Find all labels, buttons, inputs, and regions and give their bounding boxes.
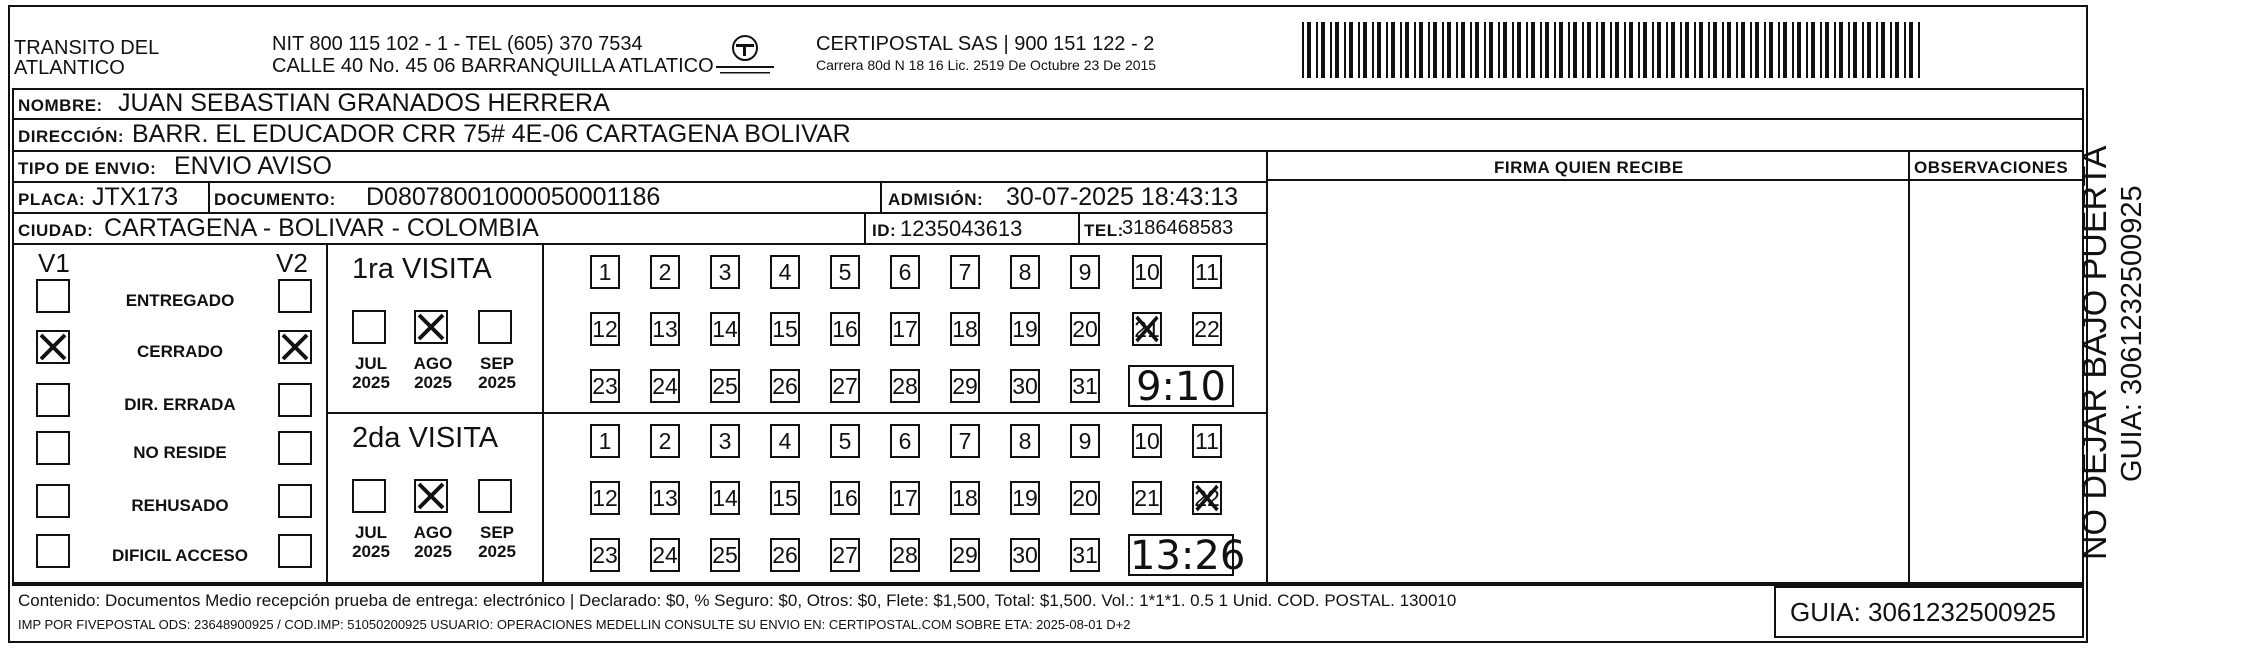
day-number: 30 [1012, 542, 1038, 568]
x-mark [1134, 314, 1160, 344]
side-guia: GUIA: 3061232500925 [2116, 185, 2148, 482]
day-number: 6 [898, 259, 912, 285]
col-line [1908, 150, 1910, 584]
day-box[interactable] [950, 424, 980, 458]
day-box[interactable] [950, 312, 980, 346]
nit-line: NIT 800 115 102 - 1 - TEL (605) 370 7534 [272, 33, 643, 55]
row-line [12, 243, 1266, 245]
day-number: 18 [952, 316, 978, 342]
day-box[interactable] [1192, 481, 1222, 515]
day-box[interactable] [590, 538, 620, 572]
v2-checkbox[interactable] [278, 484, 312, 518]
day-box[interactable] [770, 255, 800, 289]
cell-divider [1078, 212, 1080, 243]
footer-guia: GUIA: 3061232500925 [1790, 597, 2056, 627]
footer-imp: IMP POR FIVEPOSTAL ODS: 23648900925 / COD.IMP: 51050200925 USUARIO: OPERACIONES MEDELLIN CONSULTE SU ENVIO EN: CERTIPOSTAL.COM SOBRE ETA: 2025-08-01 D+2 [18, 617, 1131, 632]
admision-label: ADMISIÓN: [888, 190, 984, 209]
month-checkbox[interactable] [478, 479, 512, 513]
v1-label: V1 [38, 248, 70, 278]
day-box[interactable] [890, 424, 920, 458]
time-box[interactable] [1128, 364, 1234, 410]
day-number: 19 [1012, 316, 1038, 342]
observaciones-header: OBSERVACIONES [1914, 158, 2069, 177]
day-number: 27 [832, 542, 858, 568]
address-line: CALLE 40 No. 45 06 BARRANQUILLA ATLATICO [272, 55, 714, 77]
day-number: 26 [772, 373, 798, 399]
day-box[interactable] [770, 538, 800, 572]
day-box[interactable] [1192, 312, 1222, 346]
day-box[interactable] [1070, 255, 1100, 289]
ciudad-label: CIUDAD: [18, 221, 94, 240]
documento-label: DOCUMENTO: [214, 190, 336, 209]
month-checkbox[interactable] [414, 310, 448, 344]
status-label: DIFICIL ACCESO [111, 546, 248, 565]
day-box[interactable] [650, 424, 680, 458]
day-number: 11 [1195, 259, 1219, 285]
day-number: 14 [712, 316, 738, 342]
day-number: 20 [1072, 485, 1098, 511]
day-box[interactable] [830, 312, 860, 346]
day-box[interactable] [650, 369, 680, 403]
cell-divider [208, 181, 210, 212]
day-number: 29 [952, 373, 978, 399]
day-number: 28 [892, 373, 918, 399]
v1-checkbox[interactable] [36, 534, 70, 568]
day-number: 31 [1072, 542, 1098, 568]
day-number: 3 [718, 428, 732, 454]
day-number: 22 [1194, 485, 1220, 511]
x-mark [416, 312, 446, 342]
day-box[interactable] [770, 312, 800, 346]
day-number: 27 [832, 373, 858, 399]
day-box[interactable] [590, 369, 620, 403]
certipostal-logo [712, 32, 778, 80]
day-box[interactable] [1192, 424, 1222, 458]
day-number: 7 [958, 259, 972, 285]
day-box[interactable] [710, 255, 740, 289]
day-number: 31 [1072, 373, 1098, 399]
nombre-value: JUAN SEBASTIAN GRANADOS HERRERA [118, 89, 610, 117]
status-label: REHUSADO [131, 496, 229, 515]
day-number: 13 [652, 485, 678, 511]
day-box[interactable] [770, 369, 800, 403]
day-number: 24 [652, 542, 678, 568]
status-label: DIR. ERRADA [124, 395, 236, 414]
row-line [326, 412, 1266, 414]
day-box[interactable] [770, 424, 800, 458]
month-year: 2025 [352, 542, 390, 561]
col-line [1266, 150, 1268, 584]
month-label: JUL [354, 523, 388, 542]
day-box[interactable] [1010, 538, 1040, 572]
day-box[interactable] [890, 538, 920, 572]
day-number: 22 [1194, 316, 1220, 342]
v2-checkbox[interactable] [278, 431, 312, 465]
month-label: AGO [413, 354, 453, 373]
day-box[interactable] [1010, 255, 1040, 289]
day-box[interactable] [710, 424, 740, 458]
day-box[interactable] [710, 538, 740, 572]
v2-checkbox[interactable] [278, 330, 312, 364]
day-number: 24 [652, 373, 678, 399]
day-box[interactable] [710, 481, 740, 515]
tipo-value: ENVIO AVISO [174, 152, 332, 180]
day-number: 2 [658, 428, 672, 454]
placa-value: JTX173 [92, 183, 179, 211]
status-label: NO RESIDE [133, 443, 227, 462]
day-number: 10 [1134, 259, 1160, 285]
day-number: 5 [838, 428, 852, 454]
day-number: 25 [712, 373, 738, 399]
day-box[interactable] [590, 424, 620, 458]
day-number: 14 [712, 485, 738, 511]
day-box[interactable] [890, 255, 920, 289]
month-checkbox[interactable] [352, 479, 386, 513]
month-checkbox[interactable] [352, 310, 386, 344]
day-number: 3 [718, 259, 732, 285]
x-mark [280, 332, 310, 362]
day-number: 17 [892, 316, 918, 342]
day-number: 18 [952, 485, 978, 511]
day-box[interactable] [650, 538, 680, 572]
v1-checkbox[interactable] [36, 383, 70, 417]
day-box[interactable] [1132, 481, 1162, 515]
v2-label: V2 [276, 248, 308, 278]
day-number: 8 [1018, 428, 1032, 454]
time-handwritten: 9:10 [1136, 364, 1226, 410]
day-box[interactable] [1070, 538, 1100, 572]
day-box[interactable] [950, 538, 980, 572]
v1-checkbox[interactable] [36, 330, 70, 364]
month-year: 2025 [414, 542, 452, 561]
day-number: 20 [1072, 316, 1098, 342]
day-box[interactable] [950, 369, 980, 403]
month-label: JUL [354, 354, 388, 373]
day-number: 5 [838, 259, 852, 285]
day-box[interactable] [950, 255, 980, 289]
day-box[interactable] [1010, 312, 1040, 346]
x-mark [416, 481, 446, 511]
day-number: 16 [832, 485, 858, 511]
day-box[interactable] [830, 369, 860, 403]
day-box[interactable] [830, 255, 860, 289]
day-number: 6 [898, 428, 912, 454]
ciudad-value: CARTAGENA - BOLIVAR - COLOMBIA [104, 214, 539, 242]
status-label: ENTREGADO [125, 291, 235, 310]
day-box[interactable] [710, 369, 740, 403]
day-box[interactable] [890, 481, 920, 515]
no-dejar-notice: NO DEJAR BAJO PUERTA [2076, 145, 2114, 560]
footer-contenido: Contenido: Documentos Medio recepción prueba de entrega: electrónico | Declarado: $0, % Seguro: $0, Otros: $0, Flete: $1,500, Total: $1,500. Vol.: 1*1*1. 0.5 1 Unid. COD. POSTAL. 130010 [18, 591, 1457, 610]
day-box[interactable] [590, 312, 620, 346]
day-number: 10 [1134, 428, 1160, 454]
day-number: 12 [592, 485, 618, 511]
visit-title: 2da VISITA [352, 422, 499, 454]
month-label: SEP [479, 354, 515, 373]
x-mark [38, 332, 68, 362]
day-box[interactable] [1070, 369, 1100, 403]
admision-value: 30-07-2025 18:43:13 [1006, 183, 1239, 211]
direccion-value: BARR. EL EDUCADOR CRR 75# 4E-06 CARTAGENA BOLIVAR [132, 120, 851, 148]
day-box[interactable] [1070, 312, 1100, 346]
row-line [1266, 179, 2084, 181]
day-box[interactable] [830, 424, 860, 458]
day-box[interactable] [590, 481, 620, 515]
day-box[interactable] [1192, 255, 1222, 289]
visit-title: 1ra VISITA [352, 253, 492, 285]
day-number: 23 [592, 542, 618, 568]
day-number: 29 [952, 542, 978, 568]
day-number: 8 [1018, 259, 1032, 285]
day-box[interactable] [830, 481, 860, 515]
day-box[interactable] [710, 312, 740, 346]
day-box[interactable] [770, 481, 800, 515]
day-box[interactable] [1070, 481, 1100, 515]
day-number: 7 [958, 428, 972, 454]
day-box[interactable] [1132, 255, 1162, 289]
day-number: 9 [1078, 428, 1092, 454]
day-number: 11 [1195, 428, 1219, 454]
month-label: AGO [413, 523, 453, 542]
day-number: 4 [778, 259, 792, 285]
company-name-line2: ATLANTICO [14, 57, 125, 79]
placa-label: PLACA: [18, 190, 86, 209]
day-box[interactable] [1010, 481, 1040, 515]
month-year: 2025 [478, 373, 516, 392]
v1-checkbox[interactable] [36, 431, 70, 465]
month-checkbox[interactable] [414, 479, 448, 513]
day-box[interactable] [1132, 312, 1162, 346]
day-box[interactable] [1070, 424, 1100, 458]
firma-header: FIRMA QUIEN RECIBE [1494, 158, 1684, 177]
day-number: 1 [598, 428, 612, 454]
day-box[interactable] [1010, 424, 1040, 458]
day-box[interactable] [890, 312, 920, 346]
id-label: ID: [872, 221, 897, 240]
company-name-line1: TRANSITO DEL [14, 37, 160, 59]
cell-divider [864, 212, 866, 243]
day-number: 26 [772, 542, 798, 568]
day-number: 17 [892, 485, 918, 511]
day-box[interactable] [650, 255, 680, 289]
day-number: 21 [1134, 316, 1160, 342]
day-box[interactable] [650, 312, 680, 346]
day-box[interactable] [590, 255, 620, 289]
v1-checkbox[interactable] [36, 484, 70, 518]
day-number: 16 [832, 316, 858, 342]
carrier-address: Carrera 80d N 18 16 Lic. 2519 De Octubre 23 De 2015 [816, 57, 1157, 73]
day-box[interactable] [890, 369, 920, 403]
cell-divider [880, 181, 882, 212]
tel-label: TEL: [1084, 221, 1124, 240]
day-number: 30 [1012, 373, 1038, 399]
day-box[interactable] [1010, 369, 1040, 403]
day-box[interactable] [1132, 424, 1162, 458]
day-number: 12 [592, 316, 618, 342]
v2-checkbox[interactable] [278, 383, 312, 417]
day-number: 1 [598, 259, 612, 285]
x-mark [1194, 483, 1220, 513]
day-box[interactable] [950, 481, 980, 515]
month-label: SEP [479, 523, 515, 542]
barcode [1302, 22, 1930, 78]
month-year: 2025 [352, 373, 390, 392]
day-number: 23 [592, 373, 618, 399]
day-number: 9 [1078, 259, 1092, 285]
day-number: 13 [652, 316, 678, 342]
day-number: 25 [712, 542, 738, 568]
day-number: 21 [1134, 485, 1160, 511]
tel-value: 3186468583 [1122, 217, 1234, 239]
day-box[interactable] [650, 481, 680, 515]
time-box[interactable] [1128, 533, 1246, 579]
v2-checkbox[interactable] [278, 279, 312, 313]
status-label: CERRADO [137, 342, 223, 361]
day-number: 28 [892, 542, 918, 568]
month-year: 2025 [478, 542, 516, 561]
documento-value: D08078001000050001186 [366, 183, 661, 211]
day-number: 15 [772, 316, 798, 342]
day-number: 2 [658, 259, 672, 285]
id-value: 1235043613 [900, 216, 1023, 241]
month-year: 2025 [414, 373, 452, 392]
day-number: 15 [772, 485, 798, 511]
v2-checkbox[interactable] [278, 534, 312, 568]
time-handwritten: 13:26 [1130, 533, 1246, 579]
day-number: 19 [1012, 485, 1038, 511]
nombre-label: NOMBRE: [18, 96, 103, 115]
carrier-line: CERTIPOSTAL SAS | 900 151 122 - 2 [816, 33, 1155, 55]
day-number: 4 [778, 428, 792, 454]
tipo-label: TIPO DE ENVIO: [18, 159, 157, 178]
v1-checkbox[interactable] [36, 279, 70, 313]
direccion-label: DIRECCIÓN: [18, 127, 125, 146]
day-box[interactable] [830, 538, 860, 572]
month-checkbox[interactable] [478, 310, 512, 344]
